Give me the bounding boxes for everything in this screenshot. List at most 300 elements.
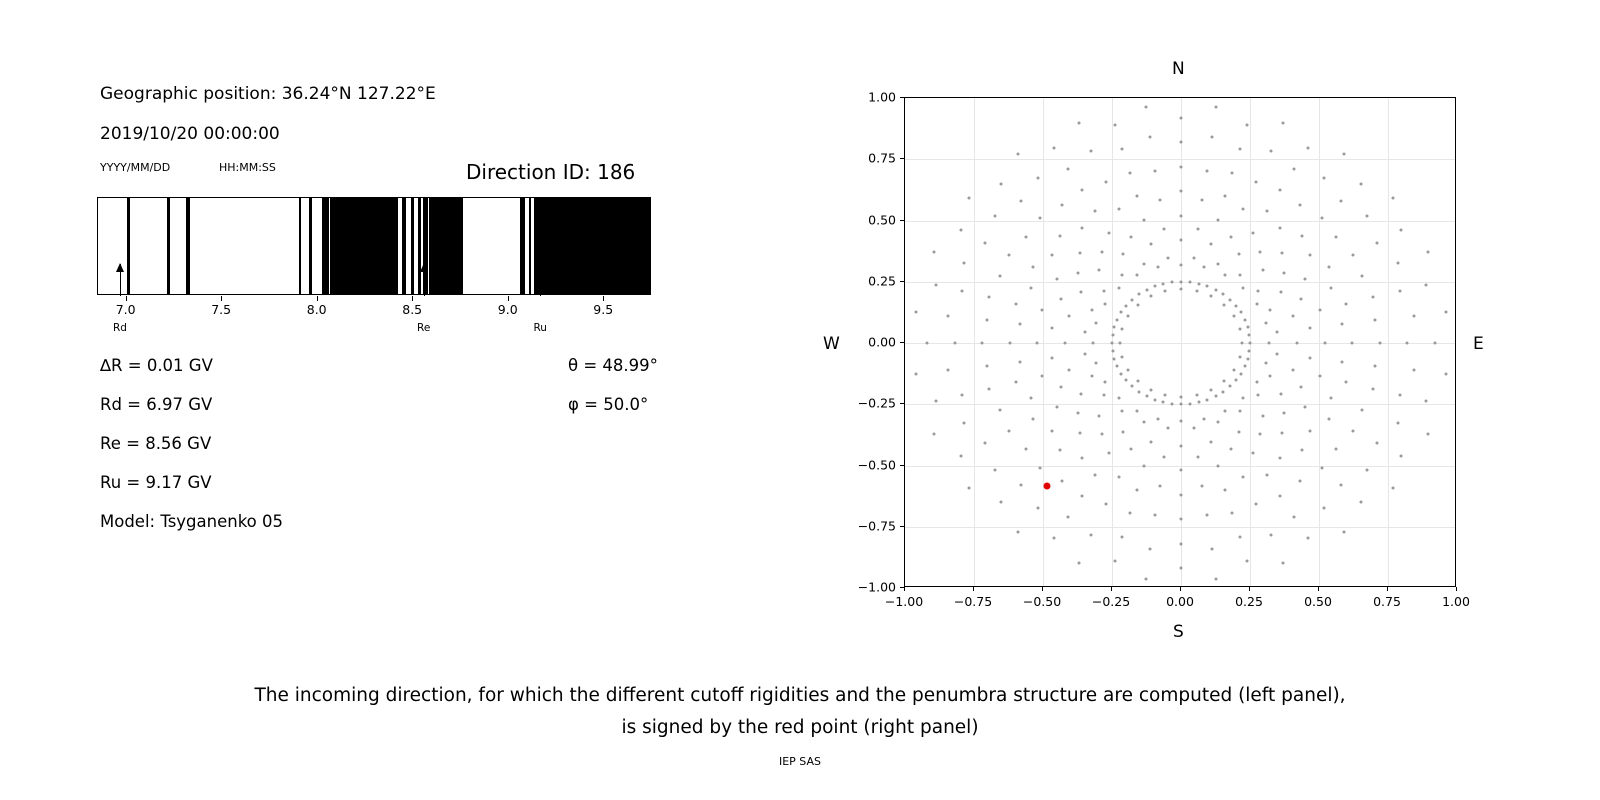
sky-direction-dot <box>1216 262 1219 265</box>
sky-direction-dot <box>1098 414 1101 417</box>
sky-direction-dot <box>1163 456 1166 459</box>
sky-direction-dot <box>960 229 963 232</box>
sky-x-tick <box>904 587 905 591</box>
sky-direction-dot <box>1282 412 1285 415</box>
sky-direction-dot <box>1224 195 1227 198</box>
grid-line <box>905 221 1455 222</box>
sky-direction-dot <box>1309 254 1312 257</box>
rd-value: Rd = 6.97 GV <box>100 395 213 414</box>
sky-y-tick-label: 0.00 <box>868 334 896 350</box>
sky-direction-dot <box>1195 394 1198 397</box>
sky-direction-dot <box>1256 381 1259 384</box>
sky-direction-dot <box>1374 319 1377 322</box>
sky-direction-dot <box>1425 283 1428 286</box>
sky-direction-dot <box>1037 176 1040 179</box>
sky-direction-dot <box>1222 380 1225 383</box>
penumbra-tick-label: 9.0 <box>497 302 518 317</box>
sky-direction-dot <box>963 262 966 265</box>
sky-direction-dot <box>1094 362 1097 365</box>
sky-direction-dot <box>1269 534 1272 537</box>
sky-y-tick <box>900 97 904 98</box>
sky-map-plot-area <box>904 97 1456 587</box>
sky-direction-dot <box>1304 405 1307 408</box>
sky-direction-dot <box>1210 242 1213 245</box>
sky-direction-dot <box>1196 456 1199 459</box>
sky-direction-dot <box>1180 403 1183 406</box>
sky-direction-dot <box>914 373 917 376</box>
sky-direction-dot <box>1080 456 1083 459</box>
sky-direction-dot <box>1111 334 1114 337</box>
sky-direction-dot <box>1256 394 1259 397</box>
sky-direction-dot <box>961 393 964 396</box>
sky-direction-dot <box>1378 342 1381 345</box>
sky-direction-dot <box>1279 456 1282 459</box>
sky-direction-dot <box>1318 374 1321 377</box>
sky-direction-dot <box>947 369 950 372</box>
sky-x-tick-label: 0.00 <box>1166 594 1194 609</box>
sky-y-tick <box>900 526 904 527</box>
sky-direction-dot <box>1228 298 1231 301</box>
sky-direction-dot <box>1293 515 1296 518</box>
penumbra-band <box>127 198 130 294</box>
sky-y-tick <box>900 158 904 159</box>
sky-direction-dot <box>1216 421 1219 424</box>
sky-direction-dot <box>1261 414 1264 417</box>
sky-direction-dot <box>1232 315 1235 318</box>
sky-direction-dot <box>932 432 935 435</box>
sky-direction-dot <box>1149 388 1152 391</box>
compass-south-label: S <box>1173 622 1184 642</box>
sky-direction-dot <box>1077 122 1080 125</box>
sky-direction-dot <box>1122 252 1125 255</box>
sky-direction-dot <box>984 442 987 445</box>
sky-direction-dot <box>1053 537 1056 540</box>
sky-direction-dot <box>1237 252 1240 255</box>
sky-direction-dot <box>1180 518 1183 521</box>
sky-direction-dot <box>1299 297 1302 300</box>
sky-direction-dot <box>1306 146 1309 149</box>
sky-direction-dot <box>1248 349 1251 352</box>
sky-x-tick <box>1180 587 1181 591</box>
sky-direction-dot <box>1051 357 1054 360</box>
date-format-label: YYYY/MM/DD <box>100 161 171 174</box>
penumbra-tick-mark <box>317 296 318 301</box>
sky-direction-dot <box>1279 227 1282 230</box>
sky-direction-dot <box>1243 318 1246 321</box>
sky-direction-dot <box>1039 466 1042 469</box>
sky-direction-dot <box>1246 326 1249 329</box>
sky-x-tick-label: 0.50 <box>1304 594 1332 609</box>
sky-direction-dot <box>1008 342 1011 345</box>
sky-direction-dot <box>1269 374 1272 377</box>
ru-value: Ru = 9.17 GV <box>100 473 212 492</box>
sky-direction-dot <box>1162 401 1165 404</box>
sky-direction-dot <box>1214 395 1217 398</box>
penumbra-tick-label: 9.5 <box>593 302 614 317</box>
theta-value: θ = 48.99° <box>568 356 658 375</box>
sky-direction-dot <box>1064 342 1067 345</box>
sky-direction-dot <box>1341 323 1344 326</box>
sky-direction-dot <box>981 342 984 345</box>
sky-x-tick-label: −0.75 <box>953 594 993 609</box>
sky-direction-dot <box>1078 251 1081 254</box>
sky-direction-dot <box>1210 295 1213 298</box>
sky-direction-dot <box>1189 281 1192 284</box>
sky-direction-dot <box>1222 303 1225 306</box>
sky-direction-dot <box>1254 181 1257 184</box>
sky-direction-dot <box>1427 432 1430 435</box>
sky-direction-dot <box>1282 271 1285 274</box>
sky-direction-dot <box>1445 373 1448 376</box>
sky-direction-dot <box>1039 217 1042 220</box>
sky-direction-dot <box>1130 448 1133 451</box>
sky-direction-dot <box>1366 215 1369 218</box>
sky-direction-dot <box>1120 311 1123 314</box>
datetime-label: 2019/10/20 00:00:00 <box>100 124 280 144</box>
sky-direction-dot <box>1258 433 1261 436</box>
sky-direction-dot <box>1000 182 1003 185</box>
sky-direction-dot <box>1101 433 1104 436</box>
sky-direction-dot <box>1371 296 1374 299</box>
sky-x-tick <box>973 587 974 591</box>
sky-direction-dot <box>1158 485 1161 488</box>
sky-direction-dot <box>1265 362 1268 365</box>
sky-direction-dot <box>1103 289 1106 292</box>
sky-direction-dot <box>1149 242 1152 245</box>
sky-direction-dot <box>1121 355 1124 358</box>
sky-direction-dot <box>1068 315 1071 318</box>
cutoff-arrow-ru <box>540 264 541 296</box>
sky-direction-dot <box>1149 441 1152 444</box>
sky-direction-dot <box>1036 342 1039 345</box>
sky-direction-dot <box>1202 417 1205 420</box>
sky-direction-dot <box>1375 241 1378 244</box>
sky-direction-dot <box>1295 342 1298 345</box>
sky-direction-dot <box>1157 417 1160 420</box>
sky-direction-dot <box>1084 353 1087 356</box>
sky-y-tick <box>900 342 904 343</box>
sky-direction-dot <box>1137 293 1140 296</box>
sky-direction-dot <box>1024 447 1027 450</box>
sky-direction-dot <box>1066 515 1069 518</box>
sky-direction-dot <box>1231 171 1234 174</box>
sky-direction-dot <box>1135 274 1138 277</box>
sky-direction-dot <box>1024 236 1027 239</box>
sky-direction-dot <box>1374 364 1377 367</box>
sky-y-tick <box>900 220 904 221</box>
sky-direction-dot <box>1170 281 1173 284</box>
penumbra-band <box>186 198 190 294</box>
sky-direction-dot <box>1361 275 1364 278</box>
sky-direction-dot <box>1090 374 1093 377</box>
sky-x-tick-label: 1.00 <box>1442 594 1470 609</box>
penumbra-band <box>520 198 525 294</box>
sky-direction-dot <box>1078 432 1081 435</box>
sky-direction-dot <box>1080 494 1083 497</box>
sky-direction-dot <box>1113 357 1116 360</box>
right-panel <box>800 0 1600 660</box>
sky-direction-dot <box>1180 239 1183 242</box>
sky-direction-dot <box>1205 169 1208 172</box>
sky-direction-dot <box>1055 278 1058 281</box>
sky-direction-dot <box>1228 385 1231 388</box>
compass-north-label: N <box>1172 59 1185 79</box>
sky-direction-dot <box>1121 536 1124 539</box>
penumbra-tick-mark <box>603 296 604 301</box>
sky-direction-dot <box>1238 328 1241 331</box>
sky-direction-dot <box>1162 282 1165 285</box>
sky-direction-dot <box>1014 381 1017 384</box>
sky-direction-dot <box>1396 262 1399 265</box>
sky-direction-dot <box>1180 542 1183 545</box>
cutoff-arrow-re <box>424 264 425 296</box>
delta-r-value: ∆R = 0.01 GV <box>100 356 213 375</box>
sky-direction-dot <box>1116 365 1119 368</box>
penumbra-tick-label: 7.5 <box>211 302 232 317</box>
sky-direction-dot <box>1239 372 1242 375</box>
sky-direction-dot <box>1114 124 1117 127</box>
sky-direction-dot <box>1340 484 1343 487</box>
sky-direction-dot <box>1240 342 1243 345</box>
grid-line <box>1319 98 1320 586</box>
sky-direction-dot <box>1098 269 1101 272</box>
sky-direction-dot <box>1084 330 1087 333</box>
grid-line <box>1043 98 1044 586</box>
sky-direction-dot <box>1041 374 1044 377</box>
sky-direction-dot <box>985 319 988 322</box>
penumbra-tick-label: 8.5 <box>402 302 423 317</box>
penumbra-band <box>330 198 398 294</box>
sky-direction-dot <box>1291 315 1294 318</box>
sky-direction-dot <box>1157 266 1160 269</box>
sky-y-tick-label: −0.75 <box>857 518 896 534</box>
sky-direction-dot <box>1291 368 1294 371</box>
sky-direction-dot <box>1217 218 1220 221</box>
sky-direction-dot <box>1412 314 1415 317</box>
sky-direction-dot <box>1399 229 1402 232</box>
sky-direction-dot <box>1143 421 1146 424</box>
sky-direction-dot <box>1210 388 1213 391</box>
sky-direction-dot <box>1094 210 1097 213</box>
sky-direction-dot <box>1066 168 1069 171</box>
penumbra-band <box>411 198 414 294</box>
sky-direction-dot <box>1037 507 1040 510</box>
left-panel <box>0 0 800 660</box>
sky-direction-dot <box>1210 135 1213 138</box>
sky-direction-dot <box>993 215 996 218</box>
sky-direction-dot <box>1352 253 1355 256</box>
sky-direction-dot <box>1234 379 1237 382</box>
sky-direction-dot <box>1282 122 1285 125</box>
penumbra-band <box>167 198 170 294</box>
sky-direction-dot <box>1210 441 1213 444</box>
sky-direction-dot <box>1189 402 1192 405</box>
sky-direction-dot <box>1281 251 1284 254</box>
sky-y-tick <box>900 587 904 588</box>
sky-direction-dot <box>1137 380 1140 383</box>
sky-direction-dot <box>1330 397 1333 400</box>
sky-direction-dot <box>1094 321 1097 324</box>
sky-direction-dot <box>1131 298 1134 301</box>
penumbra-plot-area <box>97 197 651 295</box>
sky-direction-dot <box>1153 285 1156 288</box>
sky-direction-dot <box>1328 417 1331 420</box>
sky-direction-dot <box>1242 475 1245 478</box>
sky-direction-dot <box>1299 386 1302 389</box>
sky-direction-dot <box>1396 421 1399 424</box>
sky-direction-dot <box>1206 398 1209 401</box>
sky-direction-dot <box>1007 430 1010 433</box>
sky-direction-dot <box>967 197 970 200</box>
sky-direction-dot <box>1392 486 1395 489</box>
sky-direction-dot <box>1265 473 1268 476</box>
sky-direction-dot <box>1121 273 1124 276</box>
sky-direction-dot <box>934 283 937 286</box>
sky-direction-dot <box>1308 326 1311 329</box>
grid-line <box>905 466 1455 467</box>
grid-line <box>974 98 975 586</box>
sky-direction-dot <box>1143 262 1146 265</box>
sky-direction-dot <box>1125 379 1128 382</box>
sky-direction-dot <box>1328 266 1331 269</box>
sky-direction-dot <box>1238 536 1241 539</box>
cutoff-arrow-label-re: Re <box>417 322 431 334</box>
credit-label: IEP SAS <box>778 755 822 768</box>
sky-direction-dot <box>1053 146 1056 149</box>
sky-direction-dot <box>1131 385 1134 388</box>
sky-direction-dot <box>1113 326 1116 329</box>
sky-direction-dot <box>1279 189 1282 192</box>
sky-direction-dot <box>1058 234 1061 237</box>
sky-direction-dot <box>1280 393 1283 396</box>
sky-direction-dot <box>1018 360 1021 363</box>
sky-x-tick <box>1456 587 1457 591</box>
sky-direction-dot <box>1149 295 1152 298</box>
sky-direction-dot <box>1180 263 1183 266</box>
sky-direction-dot <box>1222 293 1225 296</box>
sky-direction-dot <box>1335 447 1338 450</box>
sky-direction-dot <box>1323 342 1326 345</box>
sky-direction-dot <box>1145 288 1148 291</box>
sky-direction-dot <box>1224 488 1227 491</box>
sky-direction-dot <box>1091 342 1094 345</box>
sky-x-tick-label: −0.25 <box>1091 594 1131 609</box>
sky-direction-dot <box>1128 512 1131 515</box>
sky-direction-dot <box>1167 256 1170 259</box>
penumbra-x-axis <box>97 296 651 342</box>
sky-direction-dot <box>1090 534 1093 537</box>
sky-direction-dot <box>1342 530 1345 533</box>
sky-direction-dot <box>1342 153 1345 156</box>
sky-y-tick <box>900 465 904 466</box>
sky-direction-dot <box>1180 395 1183 398</box>
sky-direction-dot <box>1105 502 1108 505</box>
sky-direction-dot <box>961 290 964 293</box>
sky-direction-dot <box>1103 381 1106 384</box>
sky-x-tick <box>1111 587 1112 591</box>
sky-direction-dot <box>1167 427 1170 430</box>
sky-direction-dot <box>1180 190 1183 193</box>
sky-direction-dot <box>1242 208 1245 211</box>
penumbra-band <box>429 198 462 294</box>
sky-direction-dot <box>1111 349 1114 352</box>
cutoff-arrow-label-ru: Ru <box>533 322 547 334</box>
compass-west-label: W <box>823 334 840 354</box>
sky-direction-dot <box>1192 427 1195 430</box>
sky-y-tick-label: −0.50 <box>857 457 896 472</box>
penumbra-band <box>418 198 421 294</box>
sky-direction-dot <box>1254 502 1257 505</box>
penumbra-band <box>322 198 330 294</box>
sky-direction-dot <box>1014 302 1017 305</box>
sky-direction-dot <box>1090 149 1093 152</box>
sky-direction-dot <box>1000 501 1003 504</box>
sky-direction-dot <box>1359 501 1362 504</box>
sky-direction-dot <box>1119 342 1122 345</box>
sky-direction-dot <box>1125 304 1128 307</box>
sky-direction-dot <box>1145 106 1148 109</box>
caption-line-1: The incoming direction, for which the different cutoff rigidities and the penumbra structure are computed (left panel), <box>254 685 1346 706</box>
sky-direction-dot <box>1180 288 1183 291</box>
sky-direction-dot <box>1280 290 1283 293</box>
sky-x-tick-label: −1.00 <box>884 594 924 609</box>
sky-direction-dot <box>1206 285 1209 288</box>
sky-direction-dot <box>1017 153 1020 156</box>
sky-direction-dot <box>993 468 996 471</box>
penumbra-tick-label: 8.0 <box>306 302 327 317</box>
sky-y-tick-label: −1.00 <box>857 579 896 595</box>
sky-direction-dot <box>1237 431 1240 434</box>
sky-direction-dot <box>1258 250 1261 253</box>
sky-direction-dot <box>963 421 966 424</box>
sky-direction-dot <box>914 310 917 313</box>
sky-direction-dot <box>1117 208 1120 211</box>
sky-direction-dot <box>1145 577 1148 580</box>
sky-direction-dot <box>1154 514 1157 517</box>
sky-direction-dot <box>934 400 937 403</box>
sky-direction-dot <box>1058 449 1061 452</box>
sky-direction-dot <box>1234 304 1237 307</box>
sky-direction-dot <box>1111 342 1114 345</box>
sky-direction-dot <box>1145 395 1148 398</box>
sky-direction-dot <box>1060 297 1063 300</box>
sky-direction-dot <box>1019 199 1022 202</box>
sky-direction-dot <box>1031 266 1034 269</box>
sky-direction-dot <box>1256 302 1259 305</box>
sky-direction-dot <box>1180 420 1183 423</box>
sky-direction-dot <box>1433 342 1436 345</box>
sky-direction-dot <box>1121 410 1124 413</box>
sky-direction-dot <box>1149 548 1152 551</box>
sky-direction-dot <box>1299 203 1302 206</box>
sky-direction-dot <box>1214 106 1217 109</box>
sky-direction-dot <box>1135 195 1138 198</box>
sky-direction-dot <box>1135 488 1138 491</box>
sky-direction-dot <box>1261 269 1264 272</box>
sky-direction-dot <box>1318 309 1321 312</box>
sky-direction-dot <box>1243 365 1246 368</box>
sky-direction-dot <box>1137 303 1140 306</box>
sky-direction-dot <box>1090 309 1093 312</box>
sky-direction-dot <box>1180 116 1183 119</box>
sky-direction-dot <box>1251 231 1254 234</box>
sky-x-tick-label: 0.75 <box>1373 594 1401 609</box>
sky-direction-dot <box>1196 227 1199 230</box>
sky-x-tick <box>1387 587 1388 591</box>
sky-direction-dot <box>1245 559 1248 562</box>
penumbra-tick-mark <box>221 296 222 301</box>
sky-direction-dot <box>1117 475 1120 478</box>
